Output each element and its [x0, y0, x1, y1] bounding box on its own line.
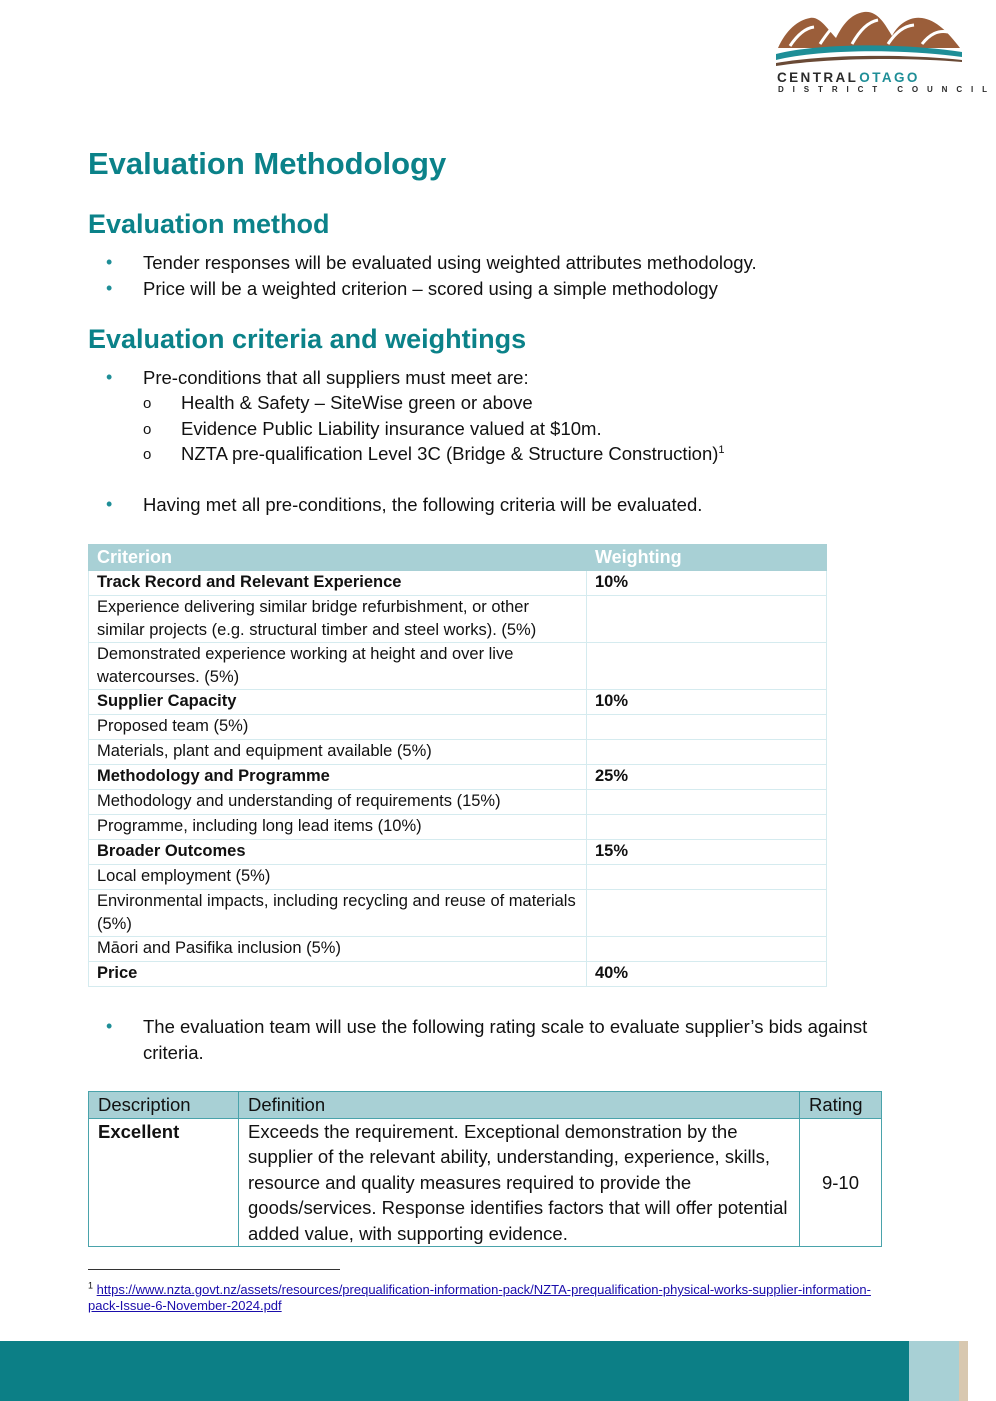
list-item: [88, 1014, 888, 1065]
weighting-cell: [587, 715, 827, 740]
weighting-cell: 40%: [587, 962, 827, 987]
list-item-text: Tender responses will be evaluated using weighted attributes methodology.: [143, 252, 757, 273]
footer-accent-block: [909, 1341, 959, 1401]
criterion-cell: Demonstrated experience working at height and over live watercourses. (5%): [89, 643, 587, 690]
footnote-separator: [88, 1269, 340, 1270]
criterion-cell: Materials, plant and equipment available (5%): [89, 740, 587, 765]
circle-bullet-icon: o: [143, 446, 152, 463]
rating-intro-list: [88, 1014, 888, 1065]
table-row: [89, 740, 827, 765]
criterion-cell: Track Record and Relevant Experience: [89, 571, 587, 596]
table-row: [89, 840, 827, 865]
sub-list-item: [88, 390, 725, 416]
weighting-cell: [587, 937, 827, 962]
list-item-text: Evidence Public Liability insurance valued at $10m.: [181, 417, 602, 439]
footnote-ref[interactable]: 1: [718, 443, 725, 456]
column-header-weighting: Weighting: [587, 545, 827, 571]
criteria-table: [88, 544, 827, 987]
sub-list-item: [88, 441, 725, 467]
sub-list-item: [88, 416, 725, 442]
criteria-intro-list: [88, 492, 702, 518]
weighting-cell: [587, 890, 827, 937]
logo-word-central: CENTRAL: [777, 70, 859, 85]
rating-scale-table: [88, 1091, 882, 1247]
table-row: [89, 715, 827, 740]
criterion-cell: Supplier Capacity: [89, 690, 587, 715]
bullet-icon: •: [106, 1016, 113, 1036]
table-row: [89, 790, 827, 815]
list-item-text: Having met all pre-conditions, the following criteria will be evaluated.: [143, 494, 703, 515]
footnote: [88, 1282, 878, 1314]
list-item-text: Pre-conditions that all suppliers must meet are:: [143, 367, 529, 388]
list-item: [88, 276, 757, 302]
table-row: [89, 765, 827, 790]
table-row: [89, 815, 827, 840]
weighting-cell: 10%: [587, 690, 827, 715]
criterion-cell: Experience delivering similar bridge refurbishment, or other similar projects (e.g. structural timber and steel works). (5%): [89, 596, 587, 643]
list-item-text: The evaluation team will use the following rating scale to evaluate supplier’s bids against criteria.: [143, 1016, 868, 1063]
list-item: [88, 492, 702, 518]
logo-word-otago: OTAGO: [859, 70, 920, 85]
table-row: [89, 643, 827, 690]
bullet-icon: •: [106, 494, 113, 514]
table-row: [89, 690, 827, 715]
hills-logo-icon: [776, 8, 962, 70]
page-title: Evaluation Methodology: [88, 146, 447, 181]
weighting-cell: [587, 740, 827, 765]
column-header-definition: Definition: [239, 1092, 800, 1119]
definition-cell: Exceeds the requirement. Exceptional demonstration by the supplier of the relevant ability, understanding, experience, skills, resource and quality measures required to provide the goods/services. Response identifies factors that will offer potential added value, with supporting evidence.: [239, 1118, 800, 1247]
table-row: [89, 865, 827, 890]
criterion-cell: Broader Outcomes: [89, 840, 587, 865]
weighting-cell: [587, 643, 827, 690]
evaluation-method-list: [88, 250, 757, 301]
weighting-cell: [587, 790, 827, 815]
table-row: [89, 962, 827, 987]
criterion-cell: Environmental impacts, including recycling and reuse of materials (5%): [89, 890, 587, 937]
column-header-rating: Rating: [800, 1092, 882, 1119]
list-item-text: Price will be a weighted criterion – scored using a simple methodology: [143, 277, 718, 299]
page-footer-band: [0, 1341, 968, 1401]
bullet-icon: •: [106, 252, 113, 272]
council-logo: [776, 8, 996, 94]
list-item: [88, 365, 529, 391]
precondition-sublist: [88, 390, 725, 467]
column-header-criterion: Criterion: [89, 545, 587, 571]
table-row: [89, 937, 827, 962]
criterion-cell: Māori and Pasifika inclusion (5%): [89, 937, 587, 962]
criterion-cell: Methodology and understanding of requirements (15%): [89, 790, 587, 815]
circle-bullet-icon: o: [143, 395, 152, 412]
criterion-cell: Price: [89, 962, 587, 987]
criterion-cell: Methodology and Programme: [89, 765, 587, 790]
footnote-number: 1: [88, 1280, 94, 1291]
table-row: [89, 596, 827, 643]
logo-subtitle: DISTRICT COUNCIL: [778, 85, 996, 94]
table-row: [89, 890, 827, 937]
footnote-link[interactable]: https://www.nzta.govt.nz/assets/resources/prequalification-information-pack/NZTA-prequalification-physical-works-supplier-information-pack-Issue-6-November-2024.pdf: [88, 1282, 871, 1313]
list-item: [88, 250, 757, 276]
footer-accent-edge: [959, 1341, 968, 1401]
table-header-row: [89, 545, 827, 571]
weighting-cell: 25%: [587, 765, 827, 790]
criterion-cell: Proposed team (5%): [89, 715, 587, 740]
criterion-cell: Programme, including long lead items (10%): [89, 815, 587, 840]
weighting-cell: [587, 815, 827, 840]
circle-bullet-icon: o: [143, 420, 152, 438]
weighting-cell: 10%: [587, 571, 827, 596]
table-header-row: [89, 1092, 882, 1119]
table-row: [89, 1118, 882, 1247]
list-item-text: Health & Safety – SiteWise green or above: [181, 392, 533, 413]
list-item-text: NZTA pre-qualification Level 3C (Bridge & Structure Construction): [181, 443, 719, 464]
bullet-icon: •: [106, 277, 113, 298]
rating-cell: 9-10: [800, 1118, 882, 1247]
table-row: [89, 571, 827, 596]
column-header-description: Description: [89, 1092, 239, 1119]
weighting-cell: 15%: [587, 840, 827, 865]
weighting-cell: [587, 596, 827, 643]
bullet-icon: •: [106, 367, 113, 387]
preconditions-list: [88, 365, 529, 391]
section-heading-evaluation-method: Evaluation method: [88, 209, 330, 239]
criterion-cell: Local employment (5%): [89, 865, 587, 890]
description-cell: Excellent: [89, 1118, 239, 1247]
section-heading-criteria: Evaluation criteria and weightings: [88, 324, 527, 354]
weighting-cell: [587, 865, 827, 890]
